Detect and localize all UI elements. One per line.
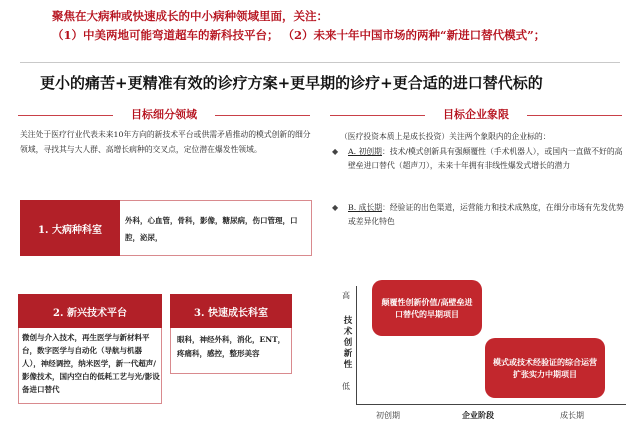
early-stage-bubble-text: 颠覆性创新价值/高壁垒进口替代的早期项目 — [381, 296, 473, 319]
bullet-b-label: B. 成长期 — [348, 203, 383, 212]
large-disease-content: 外科，心血管，骨科，影像，糖尿病，伤口管理，口腔，泌尿， — [125, 216, 298, 242]
bullet-a-body: ：技术/模式创新具有强颠覆性（手术机器人），或国内一直做不好的高壁垒进口替代（超声刀），未来十年拥有非线性爆发式增长的潜力 — [348, 147, 623, 170]
growth-stage-bubble-text: 模式或技术经验证的综合运营扩张实力中期项目 — [493, 356, 597, 379]
bullet-b-text — [348, 201, 630, 229]
header-line-1: 聚焦在大病种或快速成长的中小病种领域里面，关注： — [52, 9, 328, 23]
main-title: 更小的痛苦+更精准有效的诊疗方案+更早期的诊疗+更合适的进口替代标的 — [40, 74, 543, 92]
x-axis-start: 初创期 — [376, 411, 400, 420]
y-axis-label: 技术创新性 — [343, 316, 353, 370]
quadrant-y-axis — [356, 286, 357, 404]
fast-growth-content: 眼科，神经外科，消化，ENT，疼痛科，感控，整形美容 — [177, 335, 286, 358]
early-stage-bubble — [372, 280, 482, 336]
quadrant-x-axis — [356, 404, 626, 405]
x-axis-label: 企业阶段 — [462, 410, 494, 420]
left-intro-text: 关注处于医疗行业代表未来10年方向的新技术平台或供需矛盾推动的模式创新的细分领域，寻找其与大人群、高增长病种的交叉点，定位潜在爆发性领域。 — [20, 130, 311, 154]
bullet-b-body: ：经验证的出色渠道，运营能力和技术成熟度，在细分市场有先发优势或差异化特色 — [348, 203, 624, 226]
emerging-tech-content: 微创与介入技术，再生医学与新材料平台，数字医学与自动化（导航与机器人），神经调控，纳米医学，新一代超声/影像技术，国内空白的低耗工艺与光/影设备进口替代 — [22, 333, 160, 394]
header-line-2: （1）中美两地可能弯道超车的新科技平台； （2）未来十年中国市场的两种“新进口替代模式”； — [52, 28, 546, 42]
large-disease-label: 1. 大病种科室 — [20, 200, 120, 256]
left-section-title: 目标细分领域 — [18, 107, 310, 123]
header-banner — [0, 0, 640, 66]
y-axis-high: 高 — [342, 291, 350, 300]
x-axis-end: 成长期 — [560, 411, 584, 420]
y-axis-low: 低 — [342, 382, 350, 391]
bullet-a-label: A. 初创期 — [348, 147, 382, 156]
bullet-a-text — [348, 145, 630, 173]
bullet-b-icon: ◆ — [332, 203, 339, 212]
bullet-a-icon: ◆ — [332, 147, 339, 156]
fast-growth-label: 3. 快速成长科室 — [170, 294, 292, 328]
emerging-tech-label: 2. 新兴技术平台 — [18, 294, 162, 328]
right-section-title: 目标企业象限 — [330, 107, 622, 123]
header-divider — [20, 62, 620, 63]
growth-stage-bubble — [485, 338, 605, 398]
right-intro-text: （医疗投资本质上是成长投资）关注两个象限内的企业标的： — [340, 132, 551, 141]
